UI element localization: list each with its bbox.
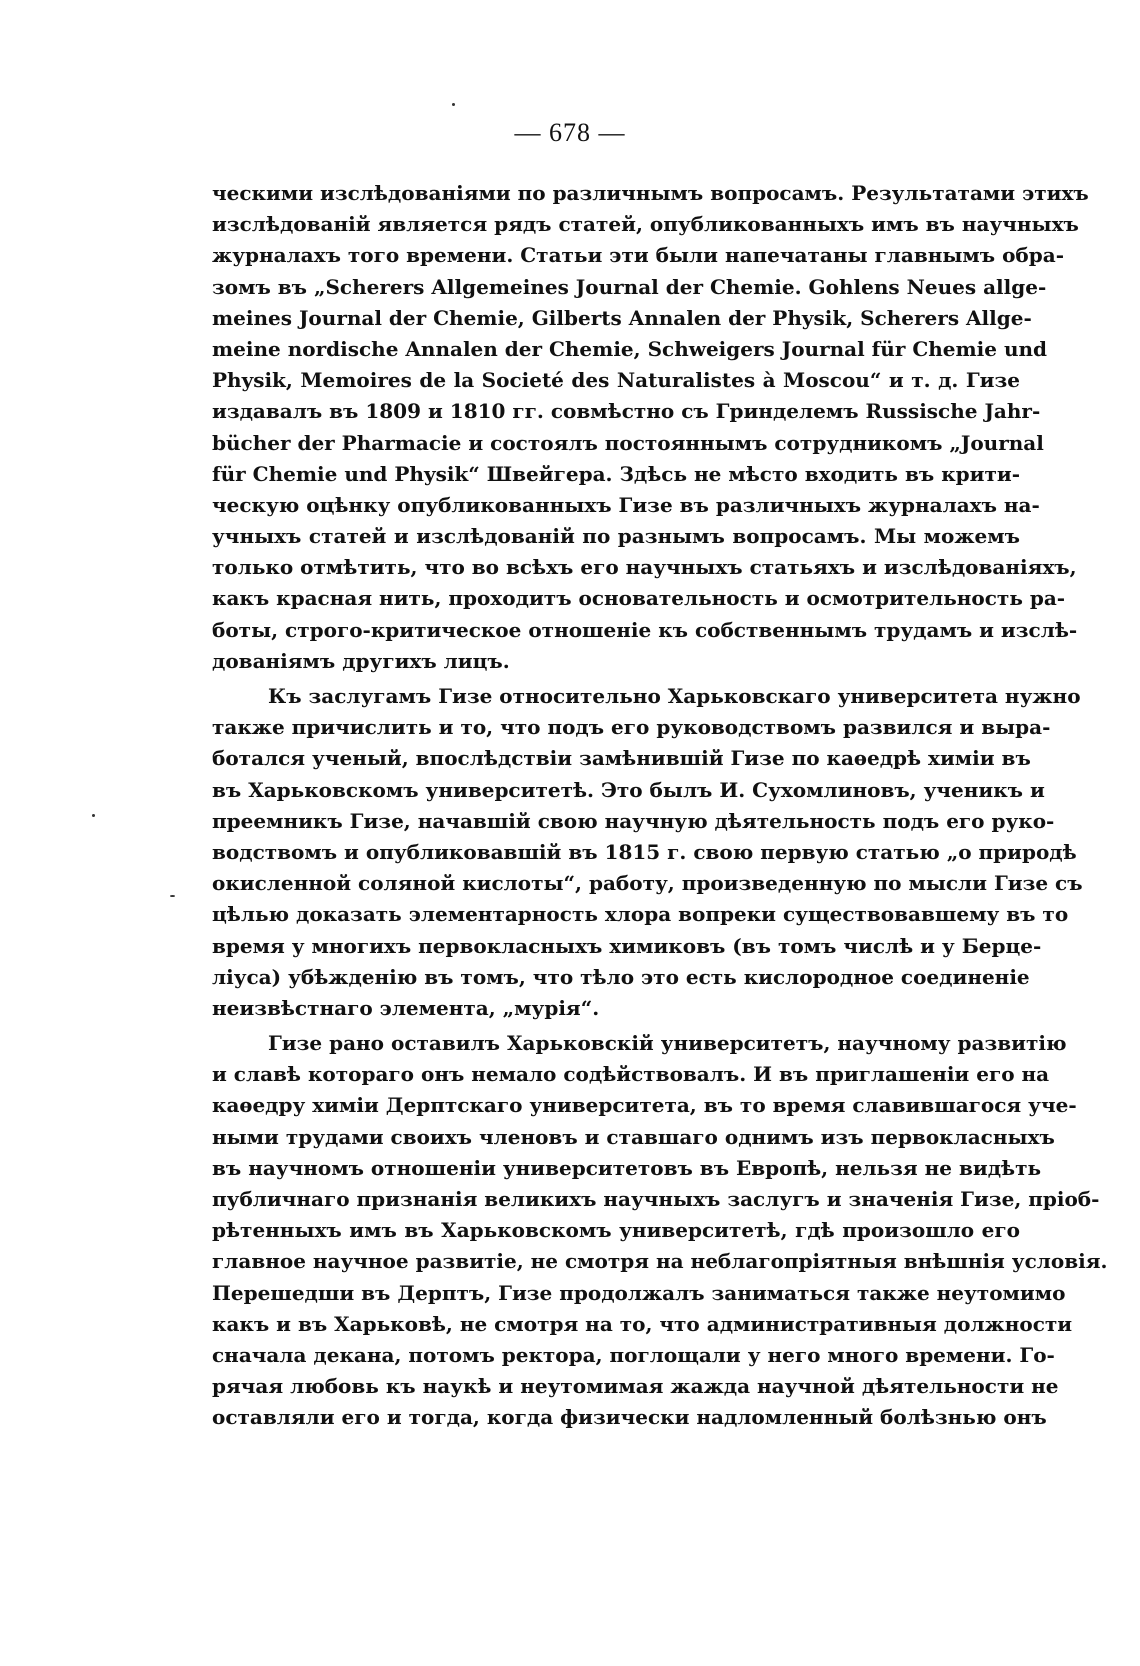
text-line: каѳедру химіи Дерптскаго университета, въ то время славившагося уче- xyxy=(212,1093,1077,1118)
text-line: Къ заслугамъ Гизе относительно Харьковскаго университета нужно xyxy=(268,684,1081,708)
text-line: bücher der Pharmacie и состоялъ постояннымъ сотрудникомъ „Journal xyxy=(212,430,1044,455)
text-line: рячая любовь къ наукѣ и неутомимая жажда научной дѣятельности не xyxy=(212,1374,1059,1399)
text-line: ліуса) убѣжденію въ томъ, что тѣло это есть кислородное соединеніе xyxy=(212,964,1030,989)
page-number: — 678 — xyxy=(514,118,626,147)
scan-speck xyxy=(92,814,95,817)
text-line: оставляли его и тогда, когда физически надломленный болѣзнью онъ xyxy=(212,1405,1047,1430)
text-line: въ научномъ отношеніи университетовъ въ Европѣ, нельзя не видѣть xyxy=(212,1155,1042,1180)
text-line: дованіямъ другихъ лицъ. xyxy=(212,648,510,673)
text-line: какъ и въ Харьковѣ, не смотря на то, что административныя должности xyxy=(212,1311,1073,1336)
text-line: журналахъ того времени. Статьи эти были напечатаны главнымъ обра- xyxy=(212,243,1065,268)
text-line: публичнаго признанія великихъ научныхъ заслугъ и значенія Гизе, пріоб- xyxy=(212,1187,1100,1211)
text-line: главное научное развитіе, не смотря на неблагопріятныя внѣшнія условія. xyxy=(212,1249,1108,1274)
text-line: издавалъ въ 1809 и 1810 гг. совмѣстно съ Гринделемъ Russische Jahr- xyxy=(212,399,1041,424)
text-line: ботался ученый, впослѣдствіи замѣнившій Гизе по каѳедрѣ химіи въ xyxy=(212,746,1031,771)
scan-speck xyxy=(452,103,455,106)
text-line: ческими изслѣдованіями по различнымъ вопросамъ. Результатами этихъ xyxy=(212,181,1089,205)
text-line: Перешедши въ Дерптъ, Гизе продолжалъ заниматься также неутомимо xyxy=(212,1280,1066,1305)
text-line: учныхъ статей и изслѣдованій по разнымъ вопросамъ. Мы можемъ xyxy=(212,524,1020,549)
text-line: meine nordische Annalen der Chemie, Schweigers Journal für Chemie und xyxy=(212,336,1048,361)
text-line: für Chemie und Physik“ Швейгера. Здѣсь не мѣсто входить въ крити- xyxy=(212,461,1020,486)
text-line: въ Харьковскомъ университетѣ. Это былъ И. Сухомлиновъ, ученикъ и xyxy=(212,777,1045,802)
text-line: изслѣдованій является рядъ статей, опубликованныхъ имъ въ научныхъ xyxy=(212,212,1079,237)
text-line: окисленной соляной кислоты“, работу, произведенную по мысли Гизе съ xyxy=(212,871,1083,896)
body-text xyxy=(212,178,1108,1434)
text-line: какъ красная нить, проходитъ основательность и осмотрительность ра- xyxy=(212,586,1066,611)
text-line: цѣлью доказать элементарность хлора вопреки существовавшему въ то xyxy=(212,902,1069,927)
text-line: и славѣ котораго онъ немало содѣйствовалъ. И въ приглашеніи его на xyxy=(212,1062,1050,1087)
text-line: время у многихъ первокласныхъ химиковъ (въ томъ числѣ и у Берце- xyxy=(212,933,1042,958)
scan-speck xyxy=(170,895,175,897)
text-line: сначала декана, потомъ ректора, поглощали у него много времени. Го- xyxy=(212,1342,1055,1367)
text-line: meines Journal der Chemie, Gilberts Annalen der Physik, Scherers Allge- xyxy=(212,305,1032,330)
text-line: также причислить и то, что подъ его руководствомъ развился и выра- xyxy=(212,715,1051,740)
text-line: ческую оцѣнку опубликованныхъ Гизе въ различныхъ журналахъ на- xyxy=(212,492,1040,517)
paragraph xyxy=(212,681,1083,1024)
text-line: Гизе рано оставилъ Харьковскій университетъ, научному развитію xyxy=(268,1031,1067,1056)
text-line: боты, строго-критическое отношеніе къ собственнымъ трудамъ и изслѣ- xyxy=(212,617,1078,642)
text-line: рѣтенныхъ имъ въ Харьковскомъ университетѣ, гдѣ произошло его xyxy=(212,1218,1020,1243)
paragraph xyxy=(212,178,1089,677)
text-line: ными трудами своихъ членовъ и ставшаго однимъ изъ первокласныхъ xyxy=(212,1124,1055,1149)
paragraph xyxy=(212,1028,1108,1433)
text-line: неизвѣстнаго элемента, „мурія“. xyxy=(212,995,600,1020)
text-line: Physik, Memoires de la Societé des Naturalistes à Moscou“ и т. д. Гизе xyxy=(212,368,1020,393)
text-line: зомъ въ „Scherers Allgemeines Journal der Chemie. Gohlens Neues allge- xyxy=(212,274,1047,299)
text-line: преемникъ Гизе, начавшій свою научную дѣятельность подъ его руко- xyxy=(212,808,1055,833)
text-line: только отмѣтить, что во всѣхъ его научныхъ статьяхъ и изслѣдованіяхъ, xyxy=(212,555,1077,580)
text-line: водствомъ и опубликовавшій въ 1815 г. свою первую статью „о природѣ xyxy=(212,839,1077,864)
